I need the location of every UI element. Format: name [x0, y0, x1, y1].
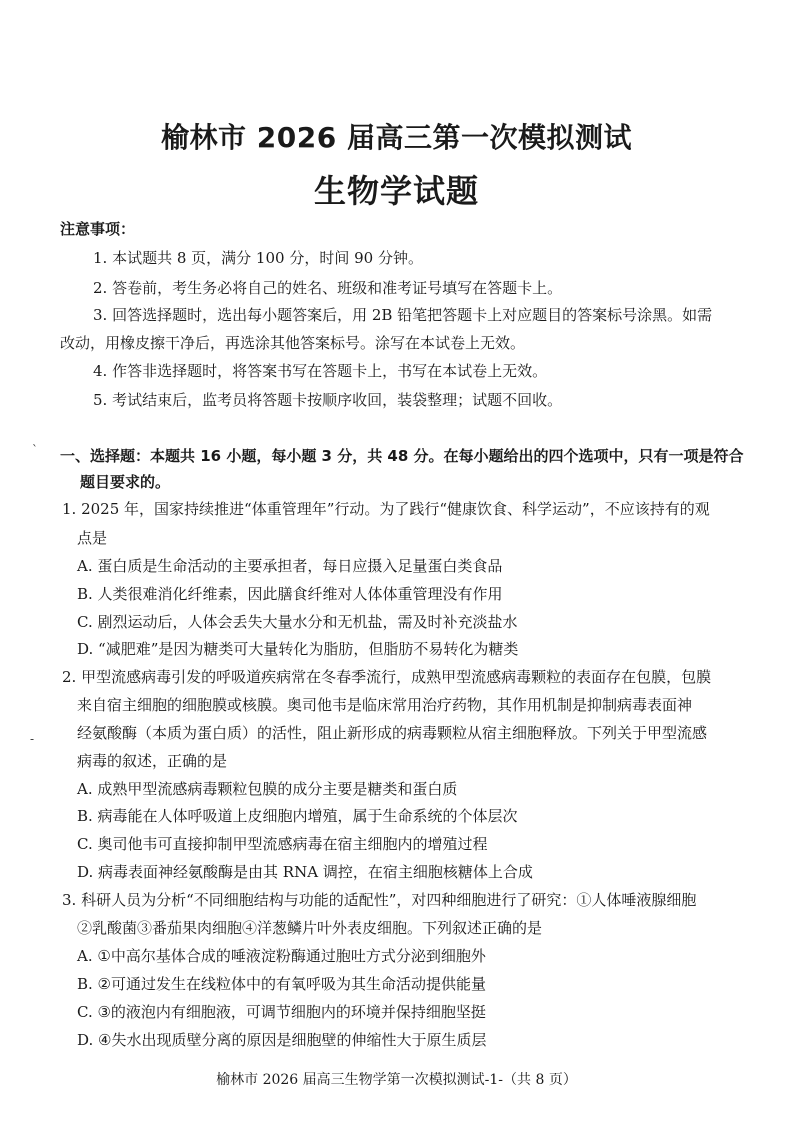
- question-1-option-c: C. 剧烈运动后，人体会丢失大量水分和无机盐，需及时补充淡盐水: [77, 613, 518, 631]
- notice-item: 3. 回答选择题时，选出每小题答案后，用 2B 铅笔把答题卡上对应题目的答案标号涂黑。如需: [93, 306, 713, 324]
- question-3-stem: 3. 科研人员为分析“不同细胞结构与功能的适配性”，对四种细胞进行了研究：①人体唾液腺细胞: [62, 891, 697, 909]
- page-footer: 榆林市 2026 届高三生物学第一次模拟测试-1-（共 8 页）: [216, 1072, 577, 1088]
- question-1-option-a: A. 蛋白质是生命活动的主要承担者，每日应摄入足量蛋白类食品: [77, 557, 503, 575]
- question-2-option-b: B. 病毒能在人体呼吸道上皮细胞内增殖，属于生命系统的个体层次: [77, 807, 518, 825]
- question-2-stem-cont: 病毒的叙述，正确的是: [77, 752, 228, 770]
- question-1-stem-cont: 点是: [77, 529, 108, 547]
- question-3-stem-cont: ②乳酸菌③番茄果肉细胞④洋葱鳞片叶外表皮细胞。下列叙述正确的是: [77, 919, 543, 937]
- question-1-option-d: D. “减肥难”是因为糖类可大量转化为脂肪，但脂肪不易转化为糖类: [77, 640, 519, 658]
- question-2-option-a: A. 成熟甲型流感病毒颗粒包膜的成分主要是糖类和蛋白质: [77, 780, 458, 798]
- question-3-option-b: B. ②可通过发生在线粒体中的有氧呼吸为其生命活动提供能量: [77, 975, 487, 993]
- question-3-option-c: C. ③的液泡内有细胞液，可调节细胞内的环境并保持细胞坚挺: [77, 1003, 486, 1021]
- notice-item-cont: 改动，用橡皮擦干净后，再选涂其他答案标号。涂写在本试卷上无效。: [60, 334, 526, 352]
- question-1-option-b: B. 人类很难消化纤维素，因此膳食纤维对人体体重管理没有作用: [77, 585, 503, 603]
- question-2-option-c: C. 奥司他韦可直接抑制甲型流感病毒在宿主细胞内的增殖过程: [77, 835, 488, 853]
- notice-item: 5. 考试结束后，监考员将答题卡按顺序收回，装袋整理；试题不回收。: [93, 391, 563, 409]
- section-heading: 一、选择题：本题共 16 小题，每小题 3 分，共 48 分。在每小题给出的四个选项中，只有一项是符合: [60, 447, 744, 465]
- scan-mark: -: [30, 732, 35, 746]
- section-heading-cont: 题目要求的。: [80, 473, 171, 491]
- notice-item: 1. 本试题共 8 页，满分 100 分，时间 90 分钟。: [93, 249, 423, 267]
- question-1-stem: 1. 2025 年，国家持续推进“体重管理年”行动。为了践行“健康饮食、科学运动”，不应该持有的观: [62, 500, 710, 518]
- notice-item: 4. 作答非选择题时，将答案书写在答题卡上，书写在本试卷上无效。: [93, 362, 548, 380]
- question-2-stem: 2. 甲型流感病毒引发的呼吸道疾病常在冬春季流行，成熟甲型流感病毒颗粒的表面存在包膜，包膜: [62, 668, 712, 686]
- notice-heading: 注意事项：: [60, 220, 136, 238]
- exam-title: 榆林市 2026 届高三第一次模拟测试: [161, 121, 632, 154]
- notice-item: 2. 答卷前，考生务必将自己的姓名、班级和准考证号填写在答题卡上。: [93, 279, 563, 297]
- question-2-stem-cont: 来自宿主细胞的细胞膜或核膜。奥司他韦是临床常用治疗药物，其作用机制是抑制病毒表面神: [77, 696, 693, 714]
- question-2-option-d: D. 病毒表面神经氨酸酶是由其 RNA 调控，在宿主细胞核糖体上合成: [77, 863, 533, 881]
- scan-mark: `: [32, 443, 38, 457]
- question-3-option-a: A. ①中高尔基体合成的唾液淀粉酶通过胞吐方式分泌到细胞外: [77, 947, 486, 965]
- question-3-option-d: D. ④失水出现质壁分离的原因是细胞壁的伸缩性大于原生质层: [77, 1031, 487, 1049]
- exam-subject: 生物学试题: [313, 172, 479, 210]
- question-2-stem-cont: 经氨酸酶（本质为蛋白质）的活性，阻止新形成的病毒颗粒从宿主细胞释放。下列关于甲型流感: [77, 724, 708, 742]
